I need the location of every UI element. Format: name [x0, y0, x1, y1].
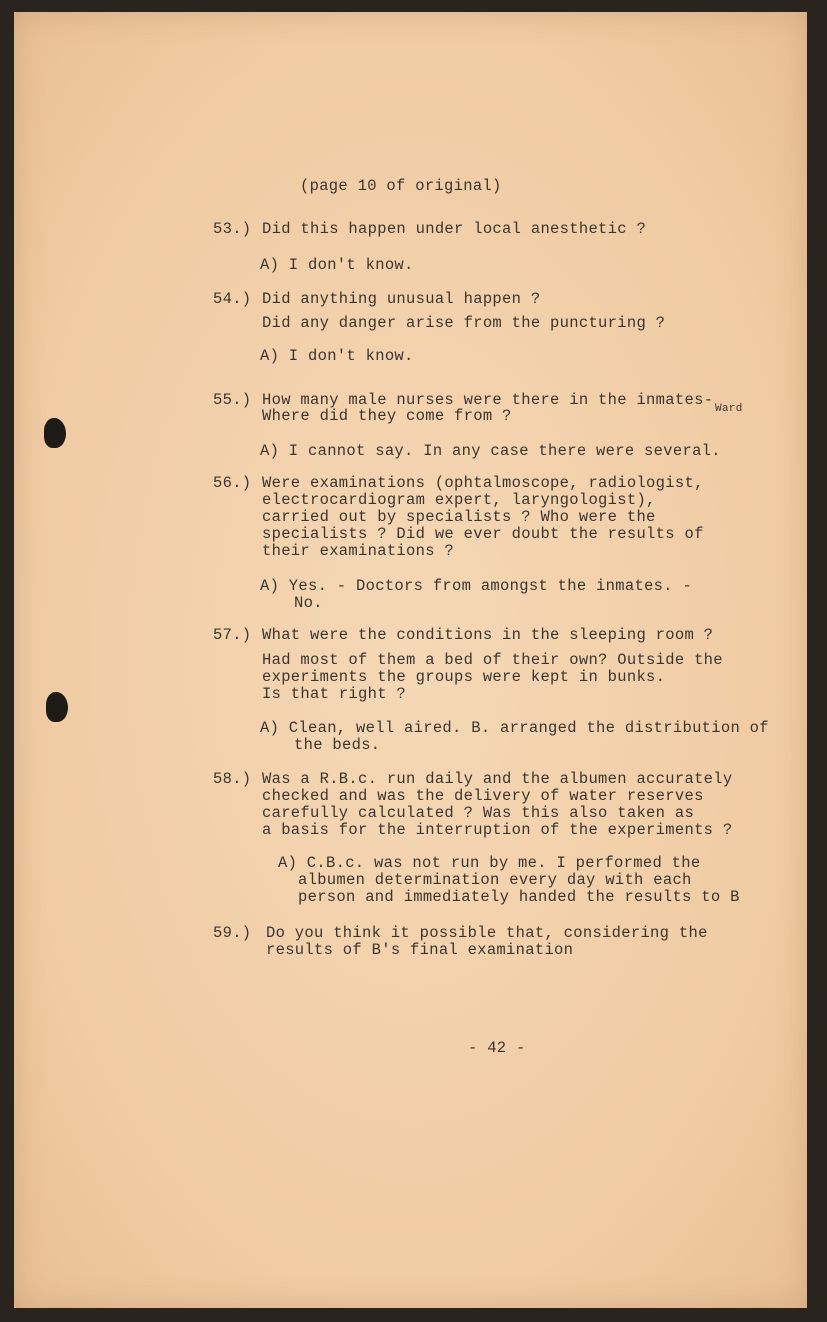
question-number: 56.) — [213, 474, 252, 492]
question-line: specialists ? Did we ever doubt the results of — [262, 525, 704, 543]
answer-line: No. — [294, 594, 323, 612]
question-line: carried out by specialists ? Who were the — [262, 508, 656, 526]
answer-line: A) C.B.c. was not run by me. I performed the — [278, 854, 701, 872]
question-line: Had most of them a bed of their own? Outside the — [262, 651, 723, 669]
question-number: 58.) — [213, 770, 252, 788]
question-line: Do you think it possible that, considering the — [266, 924, 708, 942]
question-line: Did anything unusual happen ? — [262, 290, 541, 308]
question-line: carefully calculated ? Was this also taken as — [262, 804, 695, 822]
answer-line: albumen determination every day with each — [298, 871, 692, 889]
question-number: 53.) — [213, 220, 252, 238]
page-header: (page 10 of original) — [300, 177, 502, 195]
question-line: Did any danger arise from the puncturing ? — [262, 314, 666, 332]
page-number: - 42 - — [468, 1039, 526, 1057]
question-number: 54.) — [213, 290, 252, 308]
question-number: 55.) — [213, 391, 252, 409]
answer-line: A) Yes. - Doctors from amongst the inmates. - — [260, 577, 693, 595]
punch-hole — [46, 692, 68, 722]
answer-line: the beds. — [294, 736, 381, 754]
answer-line: A) Clean, well aired. B. arranged the distribution of — [260, 719, 769, 737]
answer-line: A) I cannot say. In any case there were several. — [260, 442, 721, 460]
question-line: their examinations ? — [262, 542, 455, 560]
question-line: a basis for the interruption of the experiments ? — [262, 821, 733, 839]
question-line: Is that right ? — [262, 685, 407, 703]
question-number: 57.) — [213, 626, 252, 644]
punch-hole — [44, 418, 66, 448]
answer-line: person and immediately handed the results to B — [298, 888, 740, 906]
question-line: What were the conditions in the sleeping room ? — [262, 626, 714, 644]
question-line: results of B's final examination — [266, 941, 574, 959]
question-line: electrocardiogram expert, laryngologist), — [262, 491, 656, 509]
question-line: Did this happen under local anesthetic ? — [262, 220, 647, 238]
question-line: How many male nurses were there in the inmates- — [262, 391, 714, 409]
margin-note: Ward — [715, 403, 743, 415]
question-number: 59.) — [213, 924, 252, 942]
question-line: checked and was the delivery of water reserves — [262, 787, 704, 805]
question-line: Were examinations (ophtalmoscope, radiologist, — [262, 474, 704, 492]
question-line: Where did they come from ? — [262, 407, 512, 425]
question-line: experiments the groups were kept in bunks. — [262, 668, 666, 686]
answer-line: A) I don't know. — [260, 347, 414, 365]
answer-line: A) I don't know. — [260, 256, 414, 274]
question-line: Was a R.B.c. run daily and the albumen accurately — [262, 770, 733, 788]
document-page — [14, 12, 807, 1308]
